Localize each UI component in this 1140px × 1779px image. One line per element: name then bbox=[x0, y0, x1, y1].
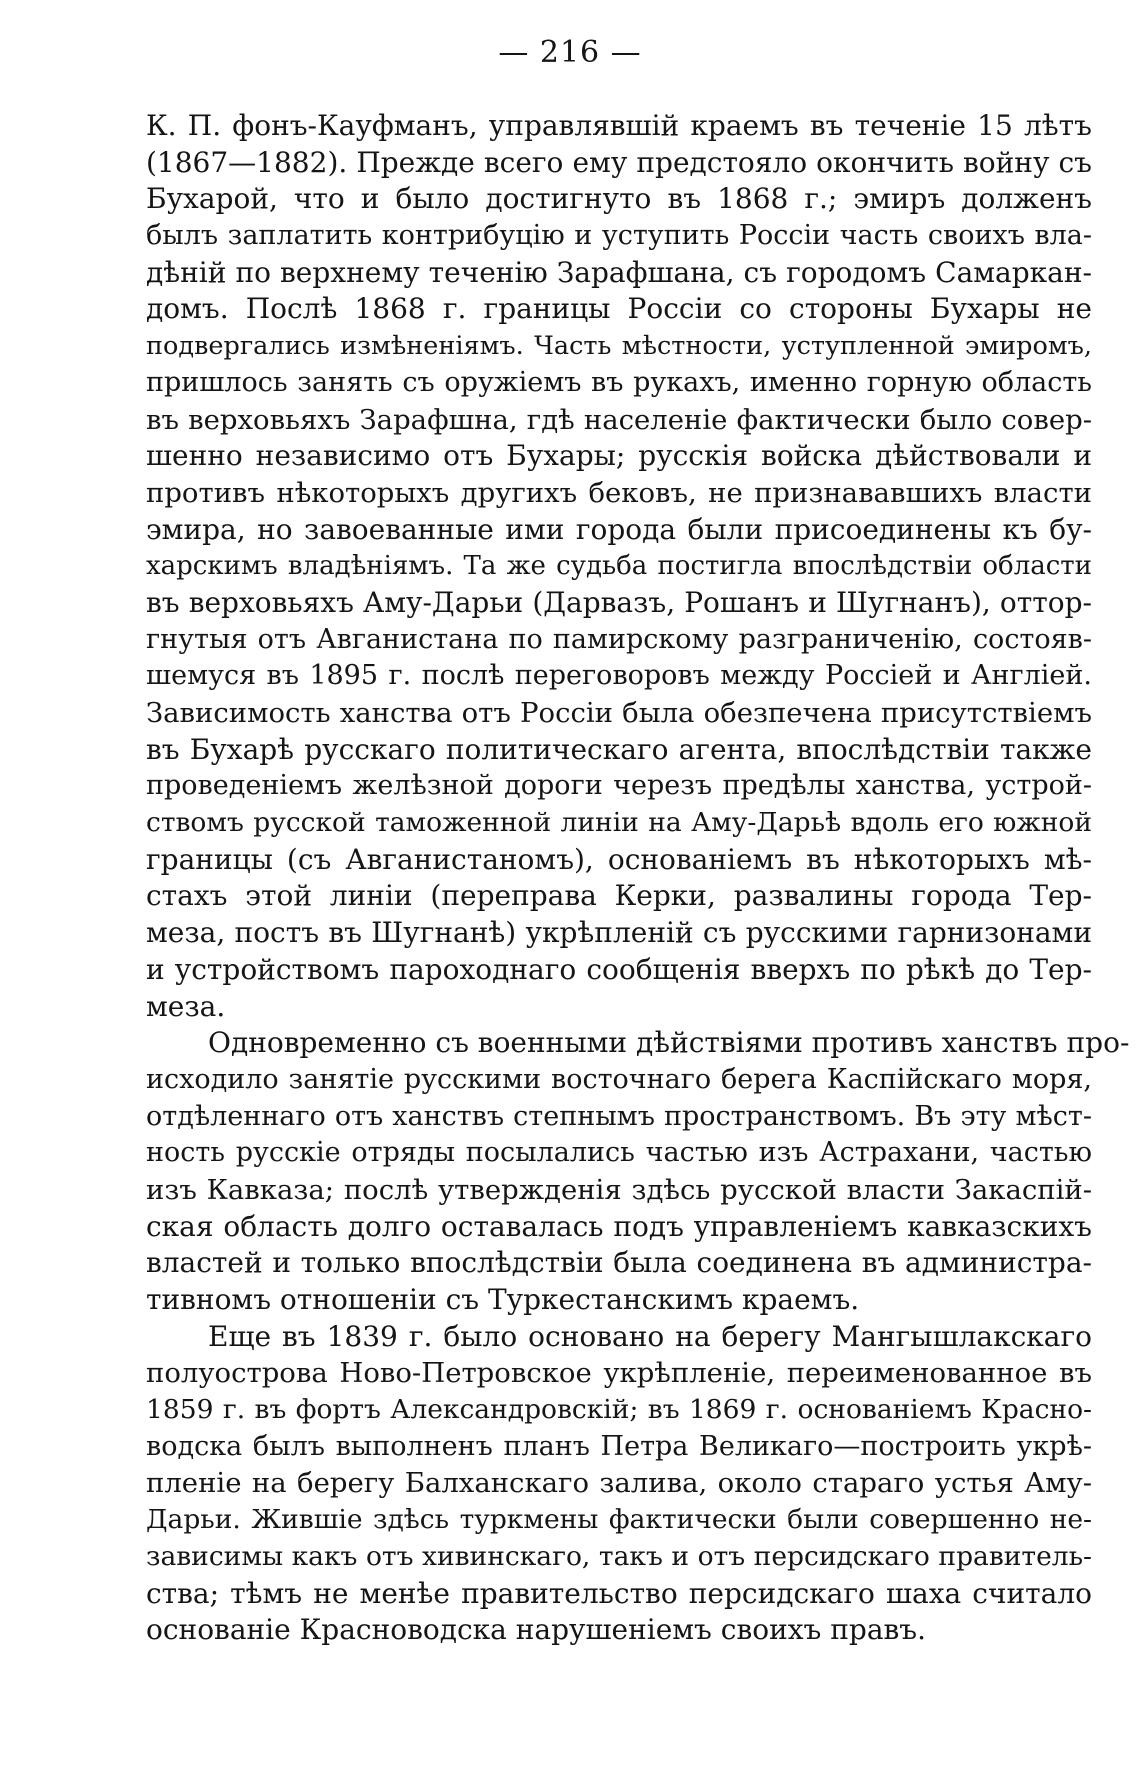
text-line: шемуся въ 1895 г. послѣ переговоровъ между Россіей и Англіей. bbox=[146, 660, 1092, 692]
text-line: подвергались измѣненіямъ. Часть мѣстности, уступленной эмиромъ, bbox=[146, 331, 1092, 362]
paragraph bbox=[146, 1025, 1130, 1319]
text-line: зависимы какъ отъ хивинскаго, такъ и отъ персидскаго правитель- bbox=[146, 1540, 1092, 1572]
text-line: ность русскіе отряды посылались частью изъ Астрахани, частью bbox=[146, 1137, 1092, 1169]
text-line: границы (съ Авганистаномъ), основаніемъ въ нѣкоторыхъ мѣ- bbox=[146, 842, 1092, 876]
text-line: дѣній по верхнему теченію Зарафшана, съ городомъ Самаркан- bbox=[146, 255, 1092, 289]
text-line: ства; тѣмъ не менѣе правительство персидскаго шаха считало bbox=[146, 1576, 1092, 1610]
text-line: властей и только впослѣдствіи была соединена въ администра- bbox=[146, 1246, 1092, 1280]
text-line: и устройствомъ пароходнаго сообщенія вверхъ по рѣкѣ до Тер- bbox=[146, 952, 1092, 986]
text-line: въ верховьяхъ Аму-Дарьи (Дарвазъ, Рошанъ и Шугнанъ), оттор- bbox=[146, 585, 1092, 619]
text-line: основаніе Красноводска нарушеніемъ своихъ правъ. bbox=[146, 1613, 926, 1647]
text-line: стахъ этой линіи (переправа Керки, развалины города Тер- bbox=[146, 879, 1092, 913]
text-line: Еще въ 1839 г. было основано на берегу Мангышлакскаго bbox=[208, 1319, 1092, 1353]
text-line: гнутыя отъ Авганистана по памирскому разграниченію, состояв- bbox=[146, 623, 1092, 655]
text-line: меза, постъ въ Шугнанѣ) укрѣпленій съ русскими гарнизонами bbox=[146, 916, 1092, 950]
text-line: ствомъ русской таможенной линіи на Аму-Дарьѣ вдоль его южной bbox=[146, 807, 1092, 839]
text-line: исходило занятіе русскими восточнаго берега Каспійскаго моря, bbox=[146, 1063, 1092, 1095]
text-line: пришлось занять съ оружіемъ въ рукахъ, именно горную область bbox=[146, 366, 1092, 398]
text-line: (1867—1882). Прежде всего ему предстояло окончить войну съ bbox=[146, 145, 1092, 179]
paragraph bbox=[146, 108, 1092, 1025]
text-line: проведеніемъ желѣзной дороги черезъ предѣлы ханства, устрой- bbox=[146, 770, 1092, 802]
text-line: изъ Кавказа; послѣ утвержденія здѣсь русской власти Закаспій- bbox=[146, 1173, 1092, 1206]
text-line: въ Бухарѣ русскаго политическаго агента, впослѣдствіи также bbox=[146, 732, 1092, 766]
text-line: полуострова Ново-Петровское укрѣпленіе, переименованное въ bbox=[146, 1357, 1092, 1390]
text-line: харскимъ владѣніямъ. Та же судьба постигла впослѣдствіи области bbox=[146, 551, 1092, 582]
text-line: К. П. фонъ-Кауфманъ, управлявшій краемъ въ теченіе 15 лѣтъ bbox=[146, 109, 1092, 142]
text-line: въ верховьяхъ Зарафшна, гдѣ населеніе фактически было совер- bbox=[146, 403, 1092, 436]
text-line: тивномъ отношеніи съ Туркестанскимъ краемъ. bbox=[146, 1283, 860, 1316]
text-line: пленіе на берегу Балханскаго залива, около стараго устья Аму- bbox=[146, 1467, 1092, 1500]
text-line: ская область долго оставалась подъ управленіемъ кавказскихъ bbox=[146, 1209, 1092, 1243]
text-line: Бухарой, что и было достигнуто въ 1868 г.; эмиръ долженъ bbox=[146, 182, 1092, 216]
text-line: меза. bbox=[146, 989, 226, 1023]
body-text bbox=[146, 108, 1130, 1649]
text-line: Зависимость ханства отъ Россіи была обезпечена присутствіемъ bbox=[146, 697, 1092, 729]
text-line: домъ. Послѣ 1868 г. границы Россіи со стороны Бухары не bbox=[146, 292, 1092, 326]
text-line: Дарьи. Жившіе здѣсь туркмены фактически были совершенно не- bbox=[146, 1504, 1092, 1536]
text-line: противъ нѣкоторыхъ другихъ бековъ, не признававшихъ власти bbox=[146, 476, 1092, 509]
page-number: — 216 — bbox=[498, 35, 642, 70]
text-line: отдѣленнаго отъ ханствъ степнымъ пространствомъ. Въ эту мѣст- bbox=[146, 1100, 1092, 1132]
text-line: былъ заплатить контрибуцію и уступить Россіи часть своихъ вла- bbox=[146, 220, 1092, 252]
text-line: эмира, но завоеванные ими города были присоединены къ бу- bbox=[146, 512, 1092, 546]
text-line: Одновременно съ военными дѣйствіями противъ ханствъ про- bbox=[208, 1026, 1130, 1060]
text-line: шенно независимо отъ Бухары; русскія войска дѣйствовали и bbox=[146, 439, 1092, 473]
paragraph bbox=[146, 1319, 1092, 1649]
text-line: 1859 г. въ фортъ Александровскій; въ 1869 г. основаніемъ Красно- bbox=[146, 1394, 1092, 1426]
text-line: водска былъ выполненъ планъ Петра Великаго—построить укрѣ- bbox=[146, 1430, 1092, 1462]
